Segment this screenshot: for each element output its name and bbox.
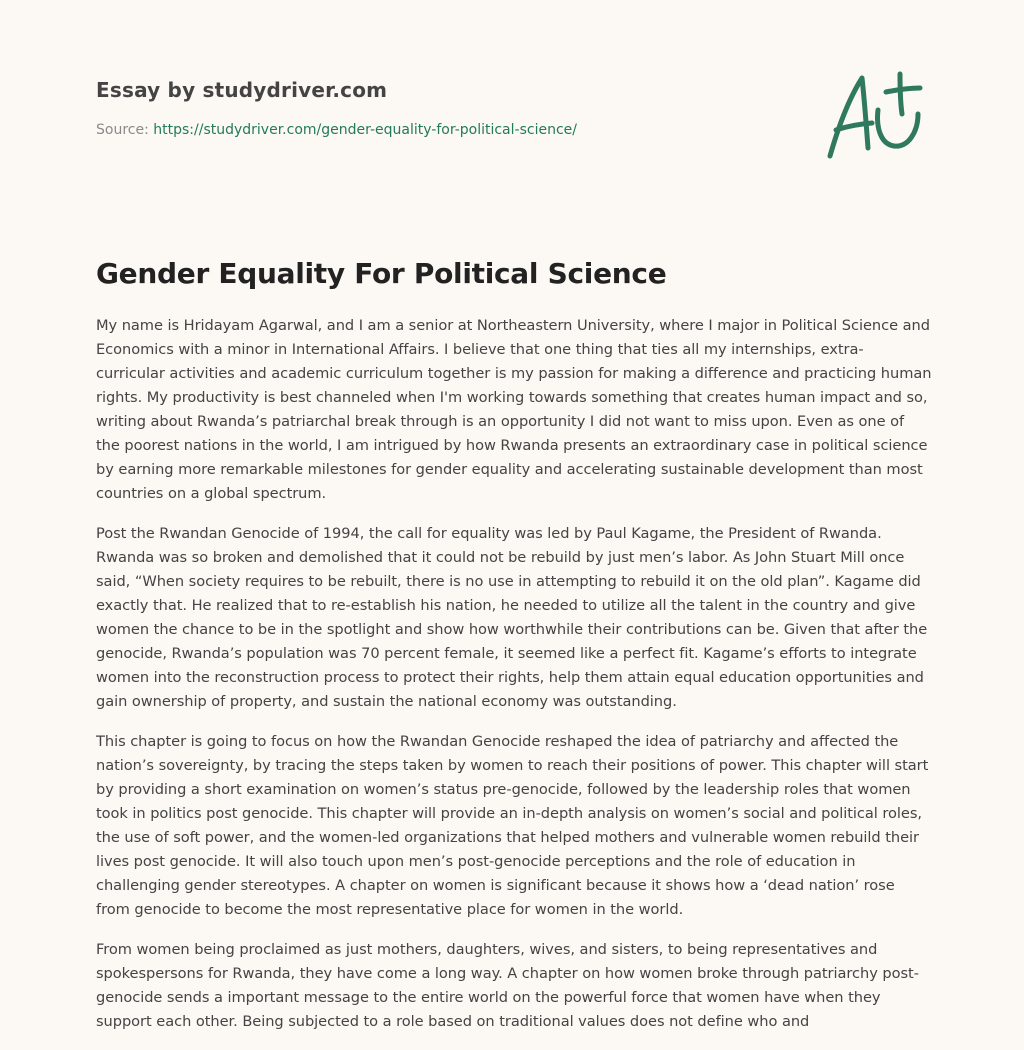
source-label: Source:	[96, 122, 154, 138]
essay-paragraph: My name is Hridayam Agarwal, and I am a senior at Northeastern University, where I major in Political Science and Economics with a minor in International Affairs. I believe that one thing that ties all my internships, extra-curricular activities and academic curriculum together is my passion for making a difference and practicing human rights. My productivity is best channeled when I'm working towards something that creates human impact and so, writing about Rwanda’s patriarchal break through is an opportunity I did not want to miss upon. Even as one of the poorest nations in the world, I am intrigued by how Rwanda presents an extraordinary case in political science by earning more remarkable milestones for gender equality and accelerating sustainable development than most countries on a global spectrum.	[96, 317, 932, 502]
essay-title: Gender Equality For Political Science	[96, 257, 667, 290]
source-line	[96, 120, 796, 140]
essay-header	[96, 74, 796, 140]
essay-paragraph: Post the Rwandan Genocide of 1994, the call for equality was led by Paul Kagame, the President of Rwanda. Rwanda was so broken and demolished that it could not be rebuild by just men’s labor. As John Stuart Mill once said, “When society requires to be rebuilt, there is no use in attempting to rebuild it on the old plan”. Kagame did exactly that. He realized that to re-establish his nation, he needed to utilize all the talent in the country and give women the chance to be in the spotlight and show how worthwhile their contributions can be. Given that after the genocide, Rwanda’s population was 70 percent female, it seemed like a perfect fit. Kagame’s efforts to integrate women into the reconstruction process to protect their rights, help them attain equal education opportunities and gain ownership of property, and sustain the national economy was outstanding.	[96, 525, 928, 710]
source-link[interactable]: https://studydriver.com/gender-equality-for-political-science/	[153, 122, 577, 138]
site-title: Essay by studydriver.com	[96, 78, 388, 102]
essay-paragraph: This chapter is going to focus on how the Rwandan Genocide reshaped the idea of patriarchy and affected the nation’s sovereignty, by tracing the steps taken by women to reach their positions of power. This chapter will start by providing a short examination on women’s status pre-genocide, followed by the leadership roles that women took in politics post genocide. This chapter will provide an in-depth analysis on women’s social and political roles, the use of soft power, and the women-led organizations that helped mothers and vulnerable women rebuild their lives post genocide. It will also touch upon men’s post-genocide perceptions and the role of education in challenging gender stereotypes. A chapter on women is significant because it shows how a ‘dead nation’ rose from genocide to become the most representative place for women in the world.	[96, 733, 929, 918]
essay-body	[96, 314, 932, 1050]
a-plus-logo-icon	[820, 66, 930, 166]
essay-paragraph: From women being proclaimed as just mothers, daughters, wives, and sisters, to being representatives and spokespersons for Rwanda, they have come a long way. A chapter on how women broke through patriarchy post-genocide sends a important message to the entire world on the powerful force that women have when they support each other. Being subjected to a role based on traditional values does not define who and	[96, 941, 919, 1030]
